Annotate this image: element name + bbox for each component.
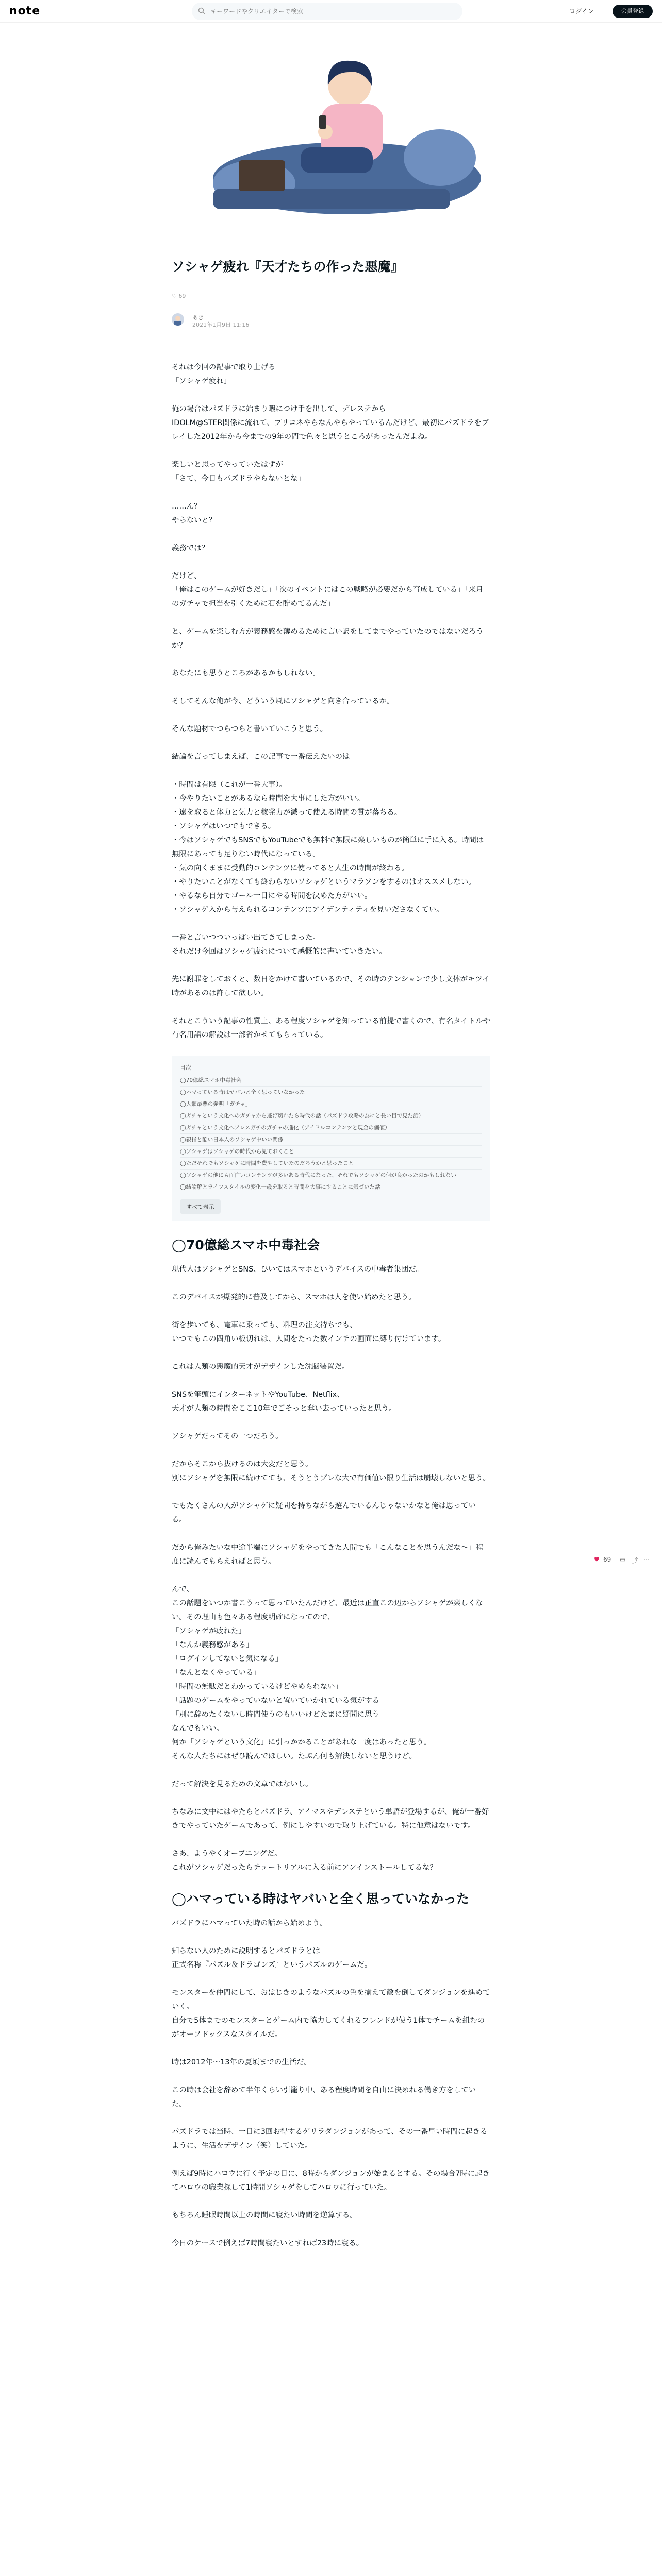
section-heading: ◯ハマっている時はヤバいと全く思っていなかった xyxy=(172,1891,469,1906)
paragraph: もちろん睡眠時間以上の時間に寝たい時間を逆算する。 xyxy=(172,2211,357,2219)
like-count-side: 69 xyxy=(603,1556,611,1563)
signup-button[interactable]: 会員登録 xyxy=(613,5,653,18)
paragraph: 一番と言いつついっぱい出てきてしまった。 それだけ今回はソシャゲ疲れについて感慨的に書いていきたい。 xyxy=(172,934,387,956)
paragraph: SNSを筆頭にインターネットやYouTube、Netflix、 天才が人類の時間をここ10年でごそっと奪い去っていったと思う。 xyxy=(172,1391,396,1413)
paragraph: パズドラにハマっていた時の話から始めよう。 xyxy=(172,1919,327,1927)
toc-title: 目次 xyxy=(180,1064,191,1071)
article-body xyxy=(172,361,490,2264)
paragraph: あなたにも思うところがあるかもしれない。 xyxy=(172,669,320,677)
floating-action-bar xyxy=(594,1556,651,1570)
paragraph: パズドラでは当時、一日に3回お得するゲリラダンジョンがあって、その一番早い時間に起きるように、生活をデザイン（笑）していた。 xyxy=(172,2128,488,2150)
paragraph: このデバイスが爆発的に普及してから、スマホは人を使い始めたと思う。 xyxy=(172,1293,416,1301)
search-input[interactable] xyxy=(210,3,453,20)
paragraph: それとこういう記事の性質上、ある程度ソシャゲを知っている前提で書くので、有名タイトルや有名用語の解説は一部省かせてもらっている。 xyxy=(172,1017,490,1039)
like-count[interactable]: ♡ 69 xyxy=(172,293,186,299)
paragraph: でもたくさんの人がソシャゲに疑問を持ちながら遊んでいるんじゃないかなと俺は思っている。 xyxy=(172,1502,476,1524)
paragraph: と、ゲームを楽しむ方が義務感を薄めるために言い訳をしてまでやっていたのではないだろうか？ xyxy=(172,628,484,650)
toc-item[interactable]: ◯ソシャゲはソシャゲの時代から見ておくこと xyxy=(180,1146,482,1158)
paragraph: 先に謝罪をしておくと、数日をかけて書いているので、その時のテンションで少し文体がキツイ時があるのは許して欲しい。 xyxy=(172,975,490,997)
paragraph: 街を歩いても、電車に乗っても、料理の注文待ちでも、 いつでもこの四角い板切れは、人間をたった数インチの画面に縛り付けています。 xyxy=(172,1321,446,1343)
paragraph: 俺の場合はパズドラに始まり暇につけ手を出して、デレステから IDOLM@STER関係に流れて、プリコネやらなんやらやっているんだけど、最初にパズドラをプレイした2012年から今までの9年の間で色々と思うところがあったんだよね。 xyxy=(172,405,489,441)
toc-item[interactable]: ◯親指と酷い日本人のソシャゲ中いい関係 xyxy=(180,1134,482,1146)
table-of-contents xyxy=(172,1056,490,1221)
article-title: ソシャゲ疲れ『天才たちの作った悪魔』 xyxy=(172,259,404,274)
search-icon xyxy=(198,7,205,14)
paragraph: ちなみに文中にはやたらとパズドラ、アイマスやデレステという単語が登場するが、俺が一番好きでやっていたゲームであって、例にしやすいので取り上げている。特に他意はないです。 xyxy=(172,1808,489,1830)
paragraph: 今日のケースで例えば7時間寝たいとすれば23時に寝る。 xyxy=(172,2239,364,2247)
paragraph: この時は会社を辞めて半年くらい引籠り中、ある程度時間を自由に決めれる働き方をしていた。 xyxy=(172,2086,476,2108)
paragraph: これは人類の悪魔的天才がデザインした洗脳装置だ。 xyxy=(172,1363,350,1371)
paragraph: んで、 この話題をいつか書こうって思っていたんだけど、最近は正直この辺からソシャゲが楽しくない。その理由も色々ある程度明確になってので、 「ソシャゲが疲れた」 「なんか義務感がある」 「ログインしてないと気になる」 「なんとなくやっている」 「時間の無駄だとわかっているけどやめられない」 「話題のゲームをやっていないと置いていかれている気がする」 「別に辞めたくないし時間使うのもいいけどたまに疑問に思う」 なんでもいい。 何か「ソシャゲという文化」に引っかかることがあれな一度はあったと思う。 そんな人たちにはぜひ読んでほしい。たぶん何も解決しないと思うけど。 xyxy=(172,1585,483,1760)
toc-item[interactable]: ◯ただそれでもソシャゲに時間を費やしていたのだろうかと思ったこと xyxy=(180,1158,482,1170)
paragraph: そしてそんな俺が今、どういう風にソシャゲと向き合っているか。 xyxy=(172,697,394,705)
paragraph: それは今回の記事で取り上げる 「ソシャゲ疲れ」 xyxy=(172,363,276,385)
paragraph: 現代人はソシャゲとSNS、ひいてはスマホというデバイスの中毒者集団だ。 xyxy=(172,1265,423,1274)
paragraph: 結論を言ってしまえば、この記事で一番伝えたいのは xyxy=(172,753,350,761)
paragraph: だって解決を見るための文章ではないし。 xyxy=(172,1780,313,1788)
paragraph: ……ん？ やらないと？ xyxy=(172,502,217,524)
toc-item[interactable]: ◯ガチャという文化へのガチャから逃げ切れたら時代の話（パズドラ攻略の為にと長い目で見た話） xyxy=(180,1110,482,1122)
paragraph: だからそこから抜けるのは大変だと思う。 別にソシャゲを無限に続けてても、そうとうプレな大で有価値い限り生活は崩壊しないと思う。 xyxy=(172,1460,490,1482)
section-heading: ◯70億総スマホ中毒社会 xyxy=(172,1238,320,1252)
paragraph: だけど、 「俺はこのゲームが好きだし」「次のイベントにはこの戦略が必要だから育成している」「来月のガチャで担当を引くために石を貯めてるんだ」 xyxy=(172,572,484,608)
author-info[interactable] xyxy=(172,313,326,330)
toc-item[interactable]: ◯人類最悪の発明「ガチャ」 xyxy=(180,1098,482,1110)
paragraph: 楽しいと思ってやっていたはずが 「さて、今日もパズドラやらないとな」 xyxy=(172,461,305,483)
toc-show-all-button[interactable]: すべて表示 xyxy=(180,1199,221,1214)
toc-item[interactable]: ◯ガチャという文化へアレスガチのガチャの進化（アイドルコンテンツと現金の価値） xyxy=(180,1122,482,1134)
toc-item[interactable]: ◯ソシャゲの他にも面白いコンテンツが多いある時代になった、それでもソシャゲの何が良かったのかもしれない xyxy=(180,1170,482,1181)
share-icon[interactable]: ⤴ xyxy=(632,1557,639,1564)
paragraph: だから俺みたいな中途半端にソシャゲをやってきた人間でも「こんなことを思うんだな～」程度に読んでもらえればと思う。 xyxy=(172,1544,484,1566)
paragraph: 時は2012年〜13年の夏頃までの生活だ。 xyxy=(172,2058,311,2066)
avatar[interactable] xyxy=(172,313,184,326)
paragraph: そんな題材でつらつらと書いていこうと思う。 xyxy=(172,725,328,733)
paragraph: 知らない人のために説明するとパズドラとは 正式名称『パズル＆ドラゴンズ』というパズルのゲームだ。 xyxy=(172,1947,372,1969)
more-icon[interactable]: ⋯ xyxy=(643,1556,650,1563)
publish-date: 2021年1月9日 11:16 xyxy=(192,321,250,328)
note-logo[interactable]: note xyxy=(9,5,41,18)
paragraph: モンスターを仲間にして、おはじきのようなパズルの色を揃えて敵を倒してダンジョンを進めていく。 自分で5体までのモンスターとゲーム内で協力してくれるフレンドが使う1体でチームを組むのがオーソドックスなスタイルだ。 xyxy=(172,1989,490,2039)
paragraph: さあ、ようやくオープニングだ。 これがソシャゲだったらチュートリアルに入る前にアンインストールしてるな？ xyxy=(172,1850,437,1872)
paragraph: ・時間は有限（これが一番大事）。 ・今やりたいことがあるなら時間を大事にした方がいい。 ・遠を取ると体力と気力と稼発力が減って使える時間の質が落ちる。 ・ソシャゲはいつでもできる。 ・今はソシャゲでもSNSでもYouTubeでも無料で無限に楽しいものが簡単に手に入る。時間は無限にあっても足りない時代になっている。 ・気の向くままに受動的コンテンツに使ってると人生の時間が終わる。 ・やりたいことがなくても終わらないソシャゲというマラソンをするのはオススメしない。 ・やるなら自分でゴール一日にやる時間を決めた方がいい。 ・ソシャゲ入から与えられるコンテンツにアイデンティティを見いださなくてい。 xyxy=(172,781,484,914)
heart-icon[interactable]: ♡ xyxy=(172,293,177,299)
search-bar[interactable] xyxy=(192,3,462,20)
article xyxy=(172,258,490,2247)
toc-item[interactable]: ◯ハマっている時はヤバいと全く思っていなかった xyxy=(180,1087,482,1098)
hero-illustration xyxy=(172,55,490,230)
paragraph: 例えば9時にハロウに行く予定の日に、8時からダンジョンが始まるとする。その場合7時に起きてハロウの職業探して1時間ソシャゲをしてハロウに行っていた。 xyxy=(172,2170,490,2192)
login-button[interactable]: ログイン xyxy=(569,8,594,15)
author-name[interactable]: あき xyxy=(192,314,204,321)
paragraph: 義務では？ xyxy=(172,544,209,552)
paragraph: ソシャゲだってその一つだろう。 xyxy=(172,1432,283,1440)
toc-item[interactable]: ◯70億総スマホ中毒社会 xyxy=(180,1075,482,1087)
toc-item[interactable]: ◯結論解とライフスタイルの変化一歳を取ると時間を大事にすることに気づいた話 xyxy=(180,1181,482,1193)
heart-icon[interactable]: ♥ xyxy=(594,1556,600,1563)
comment-icon[interactable]: ▭ xyxy=(620,1556,626,1563)
header xyxy=(0,0,662,23)
